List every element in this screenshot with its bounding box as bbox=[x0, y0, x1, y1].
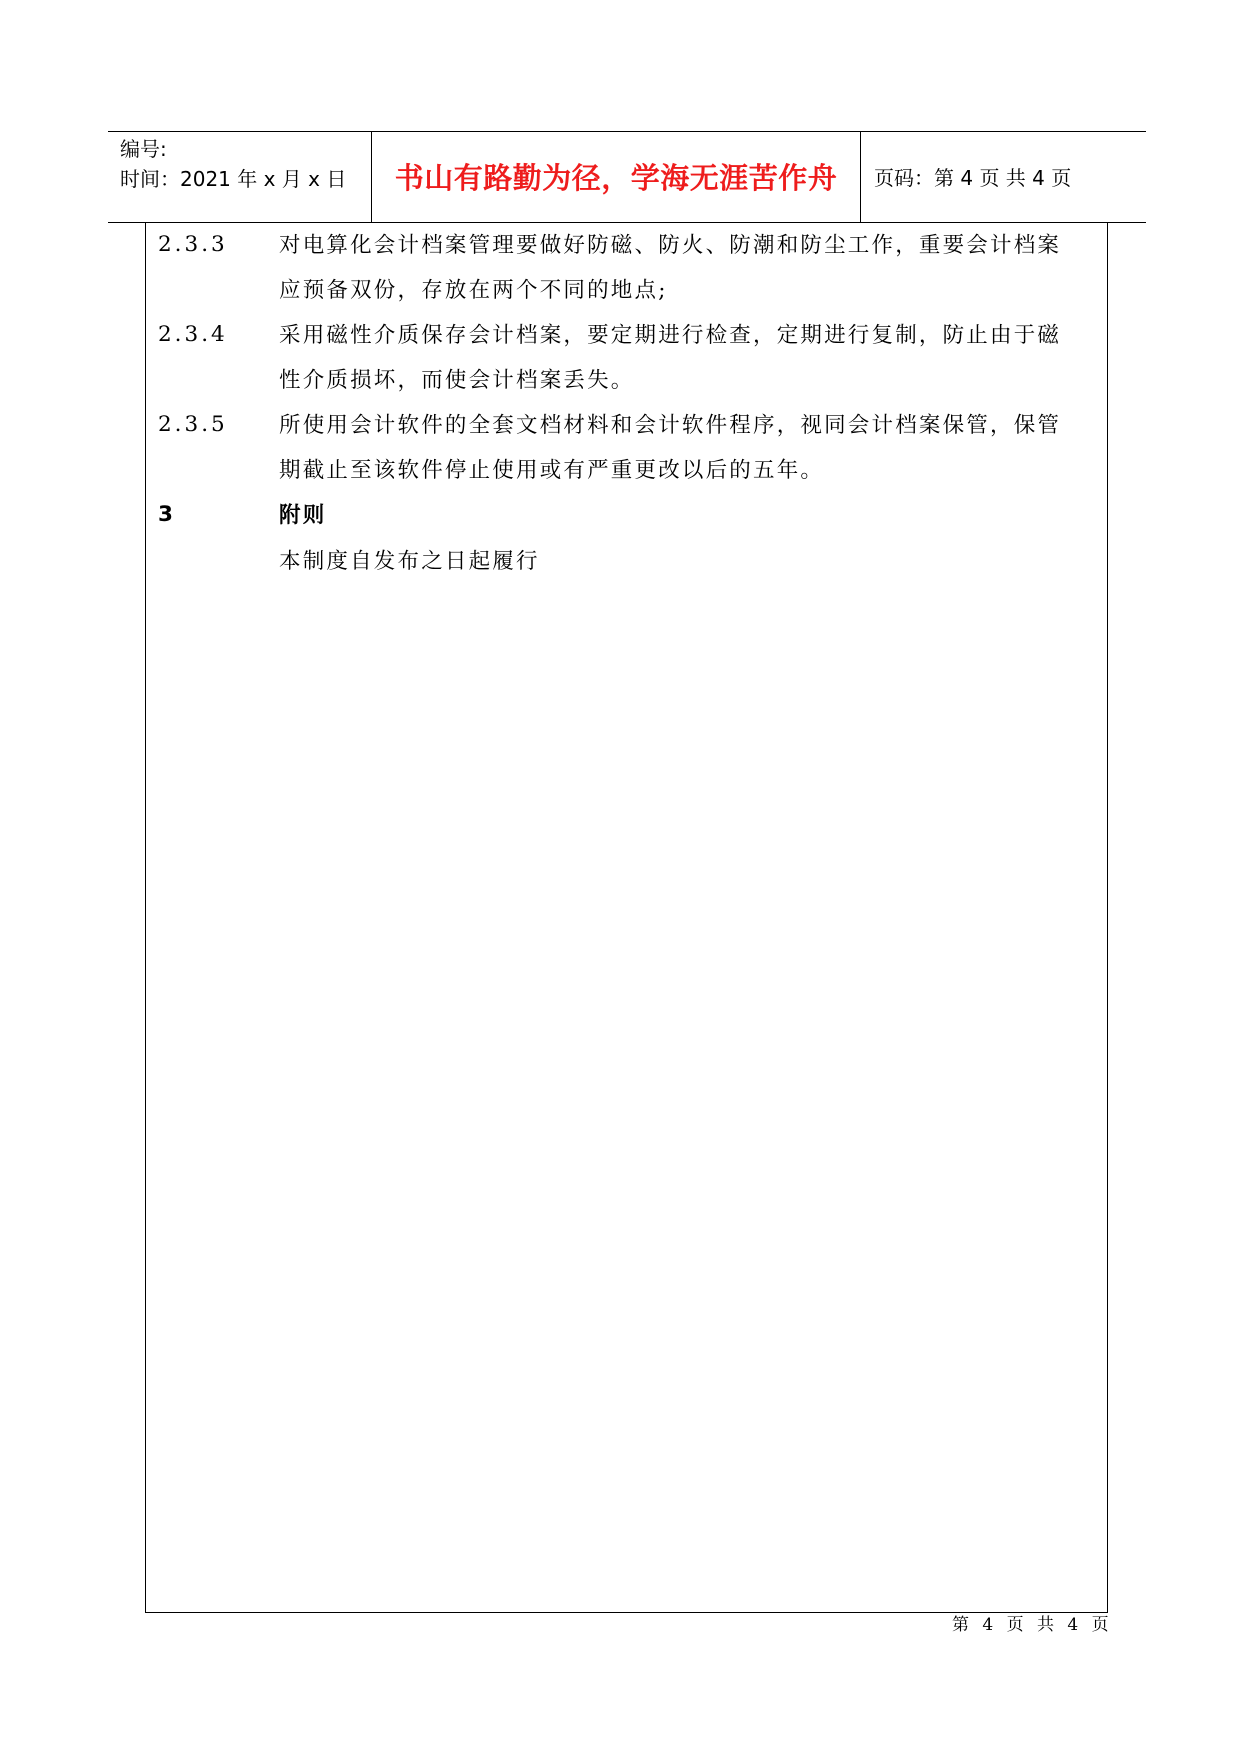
clause-line: 对电算化会计档案管理要做好防磁、防火、防潮和防尘工作，重要会计档案 bbox=[279, 233, 1062, 258]
clause-text bbox=[279, 313, 1099, 403]
header-motto: 书山有路勤为径，学海无涯苦作舟 bbox=[394, 161, 838, 195]
clause-text bbox=[279, 223, 1099, 313]
content-frame bbox=[145, 223, 1108, 1613]
clause-number: 2.3.3 bbox=[158, 232, 228, 257]
header-divider bbox=[860, 132, 861, 222]
clause-line: 采用磁性介质保存会计档案，要定期进行检查，定期进行复制，防止由于磁 bbox=[279, 323, 1062, 348]
clause-line: 应预备双份，存放在两个不同的地点; bbox=[279, 278, 668, 303]
clause-number: 2.3.4 bbox=[158, 322, 228, 347]
header-page-number: 页码：第 4 页 共 4 页 bbox=[874, 166, 1072, 190]
clause-line: 所使用会计软件的全套文档材料和会计软件程序，视同会计档案保管，保管 bbox=[279, 413, 1062, 438]
page-header bbox=[108, 131, 1146, 223]
header-meta bbox=[120, 134, 366, 220]
document-number-label: 编号: bbox=[120, 137, 167, 161]
section-body-line: 本制度自发布之日起履行 bbox=[279, 549, 540, 574]
section-number: 3 bbox=[158, 502, 176, 527]
clause-line: 性介质损坏，而使会计档案丢失。 bbox=[279, 368, 635, 393]
page-footer: 第 4 页 共 4 页 bbox=[952, 1615, 1113, 1635]
document-date-label: 时间：2021 年 x 月 x 日 bbox=[120, 167, 347, 191]
section-title bbox=[279, 493, 1099, 538]
clause-line: 期截止至该软件停止使用或有严重更改以后的五年。 bbox=[279, 458, 825, 483]
section-body-text bbox=[279, 539, 1099, 584]
section-title-text: 附则 bbox=[279, 503, 327, 528]
clause-text bbox=[279, 403, 1099, 493]
clause-number: 2.3.5 bbox=[158, 412, 228, 437]
